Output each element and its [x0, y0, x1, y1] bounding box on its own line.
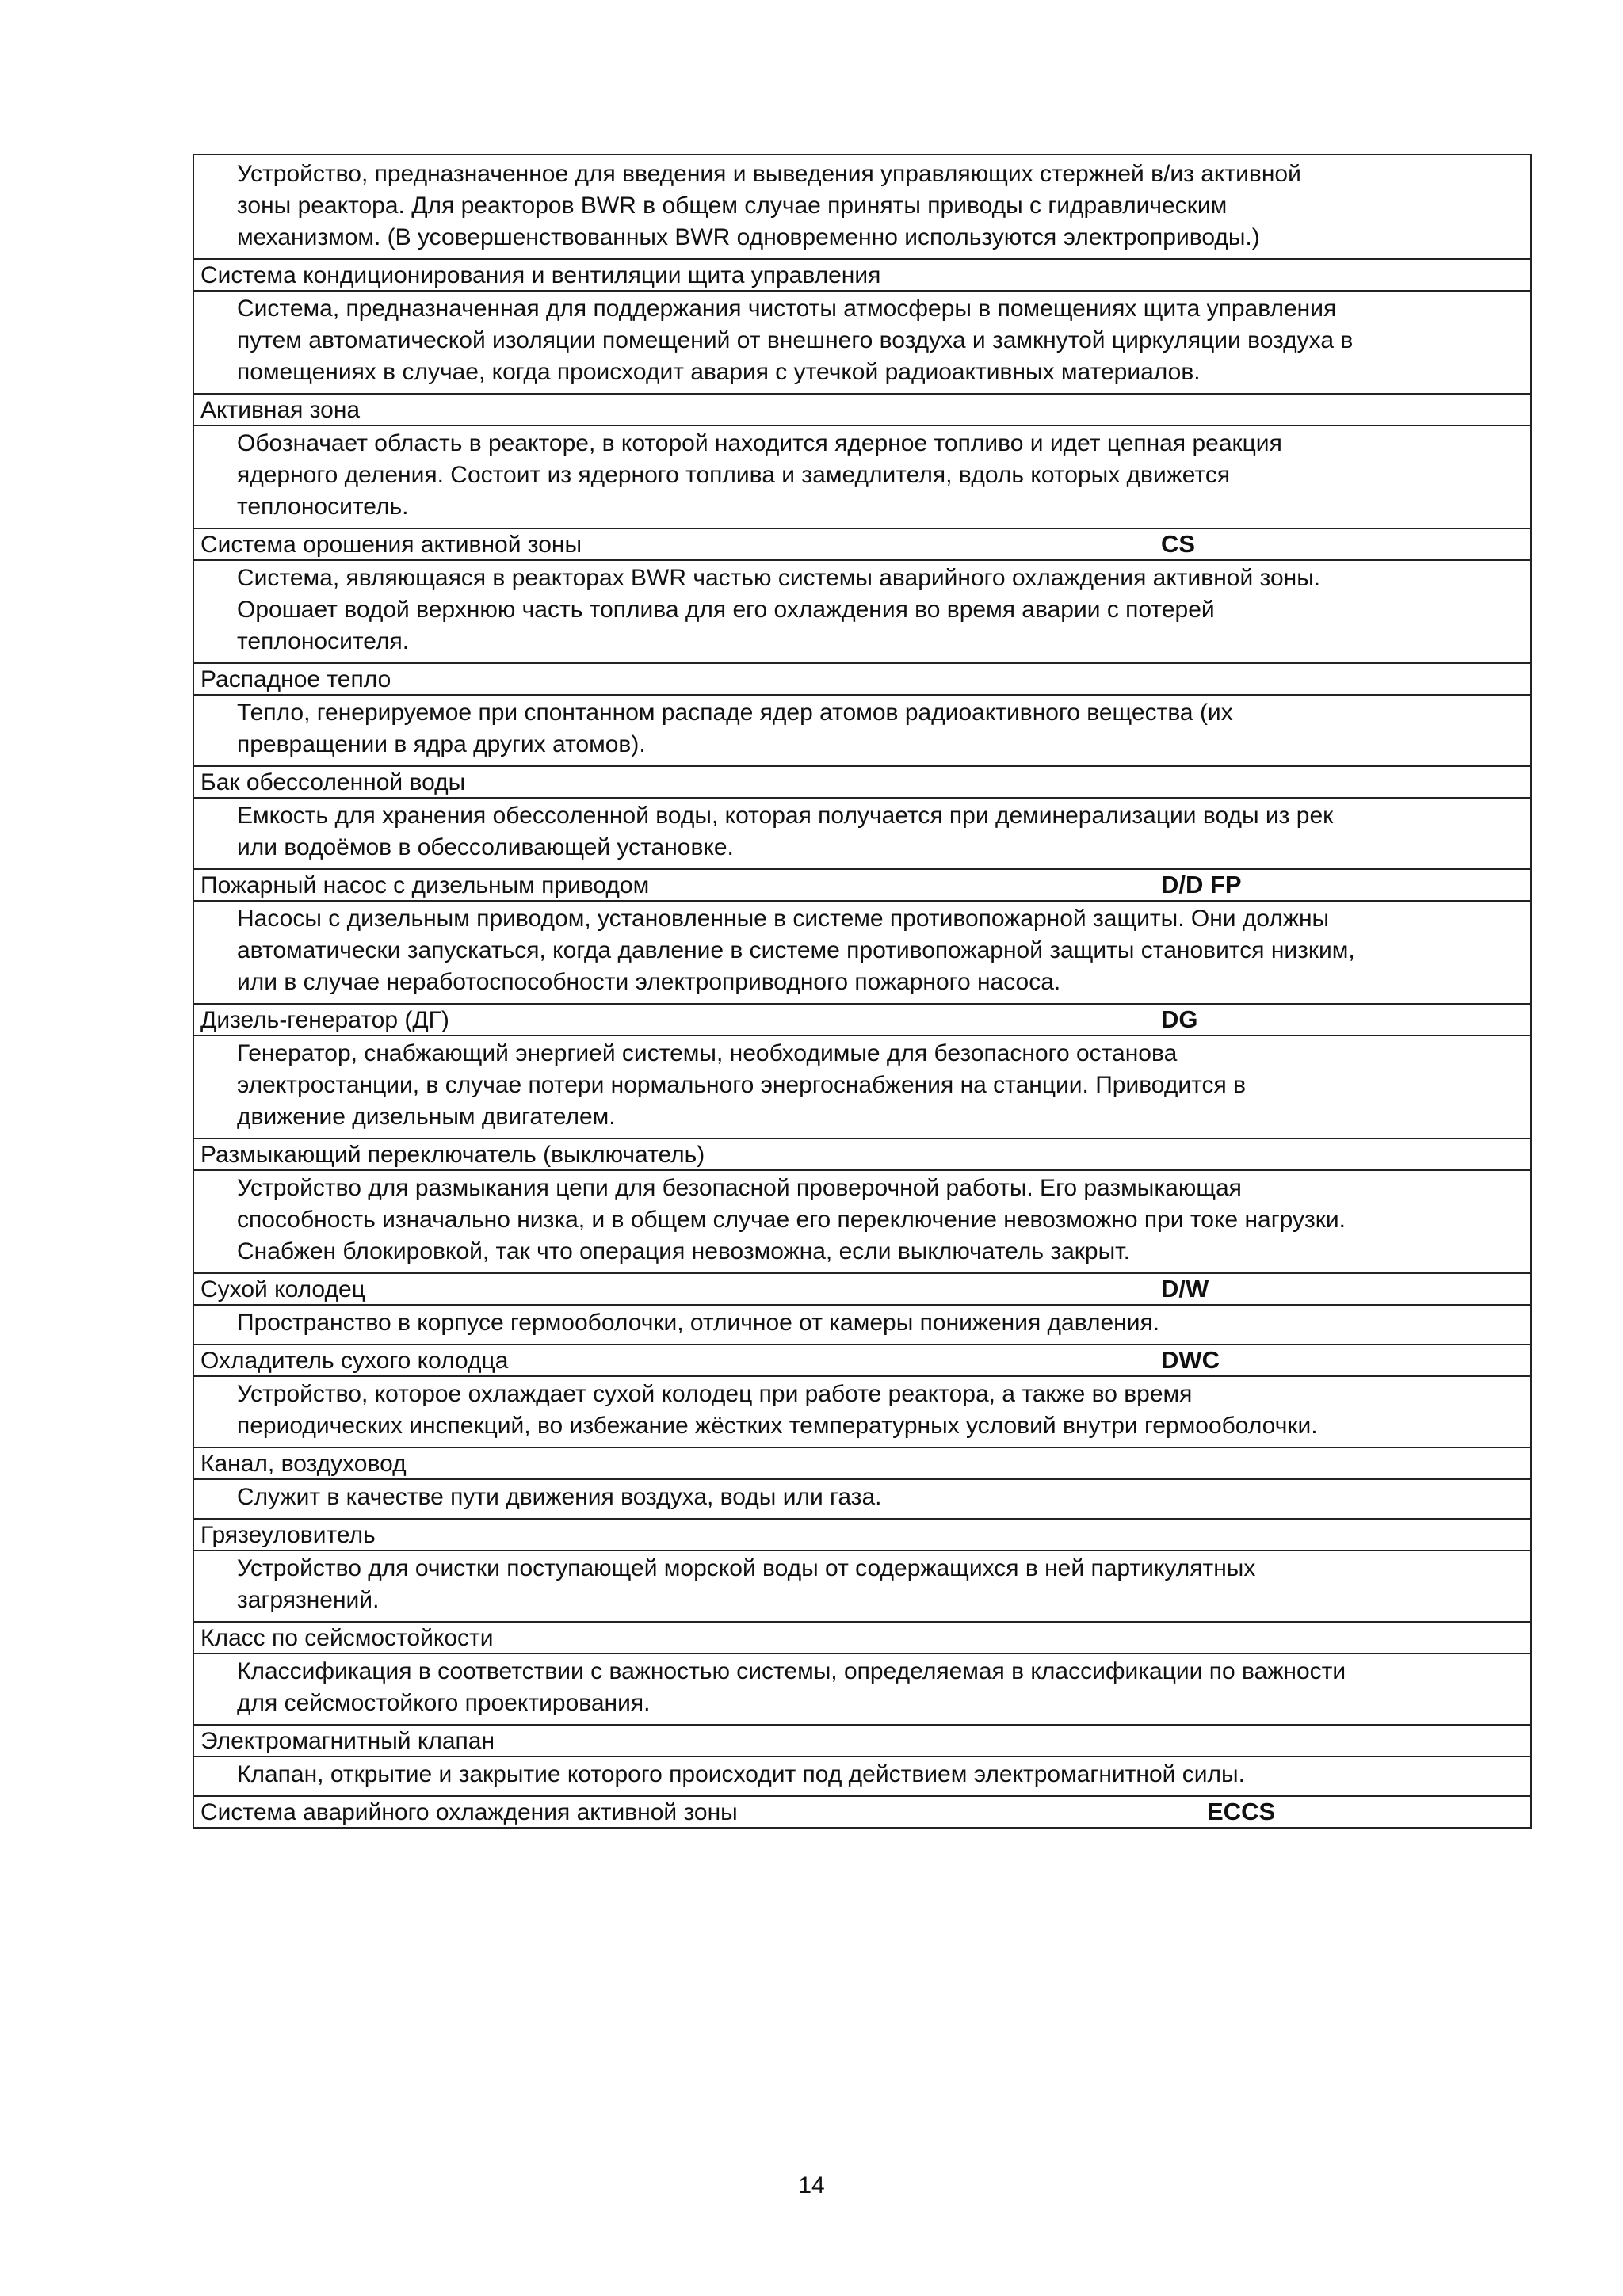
definition-line: Устройство для размыкания цепи для безопасной проверочной работы. Его размыкающая — [237, 1175, 1242, 1201]
term-row — [194, 1518, 1530, 1550]
term-name: Система аварийного охлаждения активной зоны — [200, 1799, 738, 1825]
term-name: Сухой колодец — [200, 1276, 365, 1302]
definition-line: помещениях в случае, когда происходит авария с утечкой радиоактивных материалов. — [237, 359, 1201, 385]
definition-line: автоматически запускаться, когда давление в системе противопожарной защиты становится низким, — [237, 937, 1355, 963]
term-definition — [194, 425, 1530, 528]
term-definition — [194, 900, 1530, 1003]
term-name: Распадное тепло — [200, 666, 391, 692]
definition-line: ядерного деления. Состоит из ядерного топлива и замедлителя, вдоль которых движется — [237, 462, 1231, 488]
term-name: Класс по сейсмостойкости — [200, 1625, 494, 1651]
definition-line: или в случае неработоспособности электроприводного пожарного насоса. — [237, 969, 1061, 995]
definition-line: Обозначает область в реакторе, в которой находится ядерное топливо и идет цепная реакция — [237, 430, 1282, 456]
term-name: Размыкающий переключатель (выключатель) — [200, 1142, 705, 1168]
term-row — [194, 1138, 1530, 1169]
term-definition — [194, 1304, 1530, 1344]
term-row — [194, 868, 1530, 900]
definition-line: Снабжен блокировкой, так что операция невозможна, если выключатель закрыт. — [237, 1238, 1130, 1264]
definition-line: Устройство для очистки поступающей морской воды от содержащихся в ней партикулятных — [237, 1555, 1256, 1581]
term-abbreviation: D/W — [1161, 1275, 1209, 1302]
definition-line: зоны реактора. Для реакторов BWR в общем случае приняты приводы с гидравлическим — [237, 193, 1228, 219]
term-definition — [194, 155, 1530, 258]
term-row — [194, 1724, 1530, 1756]
term-definition — [194, 1035, 1530, 1138]
term-name: Система орошения активной зоны — [200, 532, 582, 558]
term-abbreviation: DWC — [1161, 1346, 1220, 1374]
glossary-table — [193, 154, 1532, 1829]
term-definition — [194, 1756, 1530, 1795]
term-row — [194, 528, 1530, 559]
term-row — [194, 1447, 1530, 1478]
definition-line: Генератор, снабжающий энергией системы, необходимые для безопасного останова — [237, 1040, 1178, 1066]
term-name: Активная зона — [200, 397, 361, 423]
definition-line: Емкость для хранения обессоленной воды, которая получается при деминерализации воды из рек — [237, 803, 1334, 829]
term-name: Электромагнитный клапан — [200, 1728, 495, 1754]
term-name: Дизель-генератор (ДГ) — [200, 1007, 449, 1033]
definition-line: путем автоматической изоляции помещений от внешнего воздуха и замкнутой циркуляции воздуха в — [237, 327, 1354, 353]
term-definition — [194, 559, 1530, 662]
term-definition — [194, 290, 1530, 393]
definition-line: движение дизельным двигателем. — [237, 1104, 616, 1130]
definition-line: для сейсмостойкого проектирования. — [237, 1690, 651, 1716]
definition-line: способность изначально низка, и в общем случае его переключение невозможно при токе нагрузки. — [237, 1207, 1346, 1233]
definition-line: Тепло, генерируемое при спонтанном распаде ядер атомов радиоактивного вещества (их — [237, 700, 1233, 726]
definition-line: загрязнений. — [237, 1587, 380, 1613]
term-name: Охладитель сухого колодца — [200, 1348, 509, 1374]
definition-line: превращении в ядра других атомов). — [237, 731, 646, 757]
term-name: Бак обессоленной воды — [200, 769, 466, 795]
definition-line: или водоёмов в обессоливающей установке. — [237, 834, 734, 860]
term-row — [194, 765, 1530, 797]
term-name: Грязеуловитель — [200, 1522, 376, 1548]
definition-line: электростанции, в случае потери нормального энергоснабжения на станции. Приводится в — [237, 1072, 1247, 1098]
term-row — [194, 1344, 1530, 1375]
term-row — [194, 393, 1530, 425]
term-abbreviation: D/D FP — [1161, 871, 1242, 898]
term-definition — [194, 694, 1530, 765]
term-name: Система кондиционирования и вентиляции щита управления — [200, 262, 881, 288]
definition-line: Пространство в корпусе гермооболочки, отличное от камеры понижения давления. — [237, 1310, 1160, 1336]
definition-line: Классификация в соответствии с важностью системы, определяемая в классификации по важности — [237, 1658, 1346, 1684]
term-definition — [194, 797, 1530, 868]
definition-line: Устройство, предназначенное для введения и выведения управляющих стержней в/из активной — [237, 161, 1301, 187]
term-row — [194, 1003, 1530, 1035]
term-abbreviation: CS — [1161, 530, 1196, 558]
term-row — [194, 1795, 1530, 1827]
term-definition — [194, 1375, 1530, 1447]
definition-line: Клапан, открытие и закрытие которого происходит под действием электромагнитной силы. — [237, 1761, 1245, 1787]
page-number: 14 — [798, 2172, 825, 2199]
definition-line: периодических инспекций, во избежание жёстких температурных условий внутри гермооболочки. — [237, 1413, 1318, 1439]
definition-line: механизмом. (В усовершенствованных BWR одновременно используются электроприводы.) — [237, 224, 1260, 250]
definition-line: теплоносителя. — [237, 628, 410, 654]
term-definition — [194, 1478, 1530, 1518]
definition-line: теплоноситель. — [237, 494, 409, 520]
term-row — [194, 1272, 1530, 1304]
definition-line: Насосы с дизельным приводом, установленные в системе противопожарной защиты. Они должны — [237, 906, 1330, 932]
term-name: Канал, воздуховод — [200, 1451, 407, 1477]
term-abbreviation: ECCS — [1207, 1798, 1276, 1825]
definition-line: Система, являющаяся в реакторах BWR частью системы аварийного охлаждения активной зоны. — [237, 565, 1321, 591]
term-definition — [194, 1169, 1530, 1272]
term-row — [194, 1621, 1530, 1653]
definition-line: Орошает водой верхнюю часть топлива для его охлаждения во время аварии с потерей — [237, 597, 1215, 623]
definition-line: Система, предназначенная для поддержания чистоты атмосферы в помещениях щита управления — [237, 296, 1337, 322]
term-row — [194, 258, 1530, 290]
definition-line: Служит в качестве пути движения воздуха, воды или газа. — [237, 1484, 882, 1510]
term-name: Пожарный насос с дизельным приводом — [200, 872, 650, 898]
term-abbreviation: DG — [1161, 1005, 1198, 1033]
term-row — [194, 662, 1530, 694]
definition-line: Устройство, которое охлаждает сухой колодец при работе реактора, а также во время — [237, 1381, 1193, 1407]
term-definition — [194, 1550, 1530, 1621]
term-definition — [194, 1653, 1530, 1724]
